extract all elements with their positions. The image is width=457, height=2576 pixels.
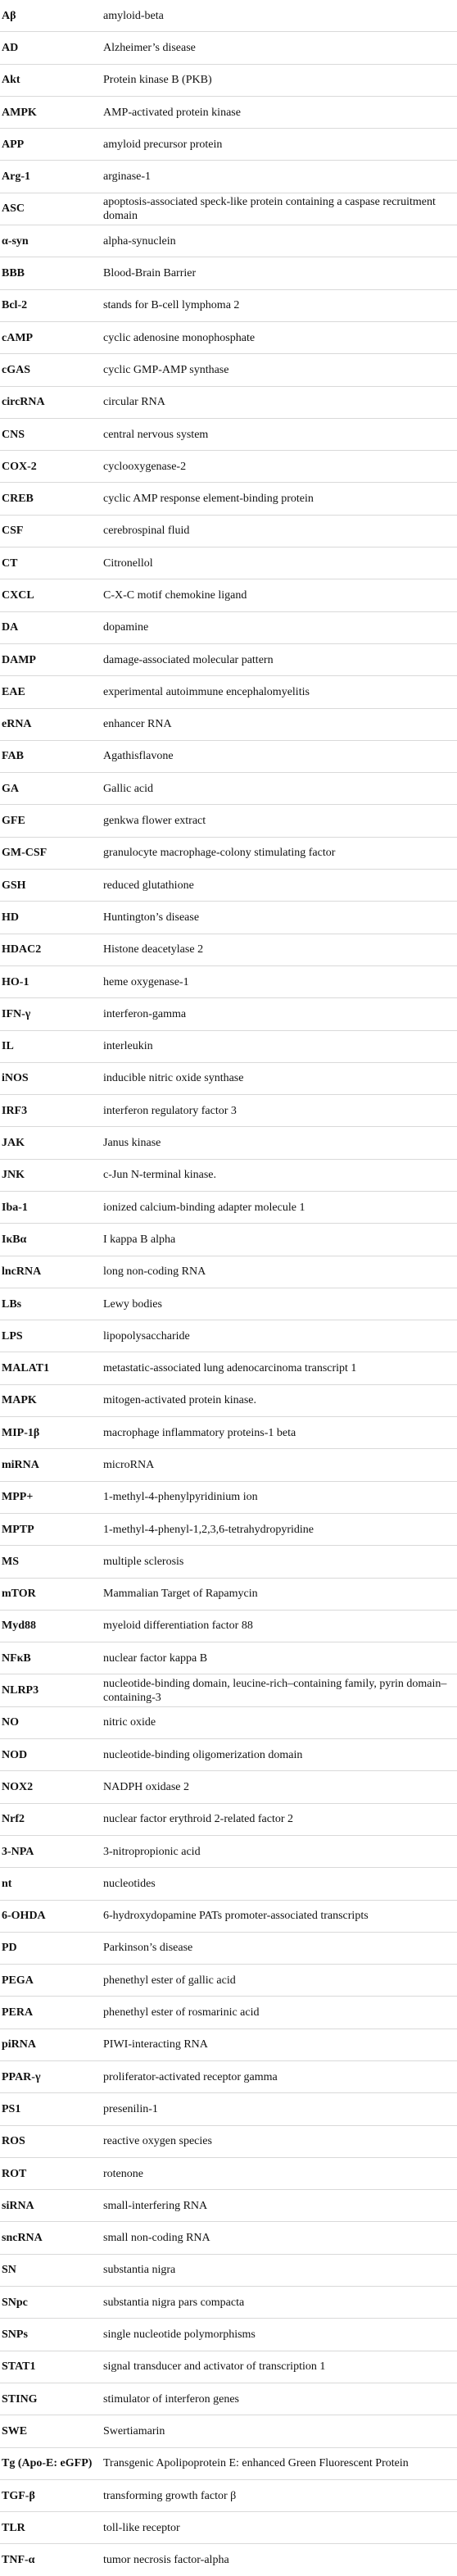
table-row	[0, 321, 457, 353]
table-row	[0, 805, 457, 837]
abbreviation-term: MALAT1	[0, 1352, 102, 1384]
abbreviation-definition: granulocyte macrophage-colony stimulating factor	[102, 837, 457, 869]
abbreviation-definition: Alzheimer’s disease	[102, 32, 457, 64]
abbreviation-term: HO-1	[0, 965, 102, 997]
abbreviation-term: PD	[0, 1932, 102, 1964]
abbreviation-term: iNOS	[0, 1062, 102, 1094]
abbreviation-definition: single nucleotide polymorphisms	[102, 2319, 457, 2351]
abbreviation-definition: Protein kinase B (PKB)	[102, 64, 457, 96]
table-row	[0, 773, 457, 805]
abbreviation-term: AMPK	[0, 96, 102, 128]
abbreviation-term: LPS	[0, 1320, 102, 1352]
abbreviation-term: cGAS	[0, 354, 102, 386]
table-row	[0, 1320, 457, 1352]
abbreviation-term: piRNA	[0, 2029, 102, 2060]
abbreviation-definition: 3-nitropropionic acid	[102, 1835, 457, 1867]
abbreviation-term: Akt	[0, 64, 102, 96]
table-row	[0, 386, 457, 418]
abbreviation-term: eRNA	[0, 708, 102, 740]
table-row	[0, 1997, 457, 2029]
table-row	[0, 1191, 457, 1223]
abbreviation-definition: proliferator-activated receptor gamma	[102, 2061, 457, 2093]
abbreviation-definition: long non-coding RNA	[102, 1256, 457, 1288]
table-row	[0, 1803, 457, 1835]
abbreviation-term: NOX2	[0, 1771, 102, 1803]
table-row	[0, 1900, 457, 1932]
abbreviation-definition: lipopolysaccharide	[102, 1320, 457, 1352]
table-row	[0, 161, 457, 193]
table-row	[0, 2287, 457, 2319]
table-row	[0, 2544, 457, 2576]
abbreviation-term: EAE	[0, 676, 102, 708]
abbreviation-definition: multiple sclerosis	[102, 1546, 457, 1578]
table-row	[0, 1578, 457, 1610]
table-row	[0, 998, 457, 1030]
abbreviation-definition: circular RNA	[102, 386, 457, 418]
table-row	[0, 1256, 457, 1288]
abbreviation-term: CSF	[0, 515, 102, 547]
abbreviation-term: LBs	[0, 1288, 102, 1320]
abbreviation-definition: cyclic GMP-AMP synthase	[102, 354, 457, 386]
table-row	[0, 257, 457, 289]
abbreviation-definition: cyclic adenosine monophosphate	[102, 321, 457, 353]
table-row	[0, 64, 457, 96]
abbreviation-definition: Swertiamarin	[102, 2415, 457, 2447]
table-row	[0, 96, 457, 128]
table-row	[0, 2190, 457, 2222]
abbreviation-term: CT	[0, 547, 102, 579]
abbreviation-definition: ionized calcium-binding adapter molecule 1	[102, 1191, 457, 1223]
abbreviation-definition: 1-methyl-4-phenylpyridinium ion	[102, 1481, 457, 1513]
abbreviation-term: SNpc	[0, 2287, 102, 2319]
abbreviation-definition: small-interfering RNA	[102, 2190, 457, 2222]
abbreviation-term: miRNA	[0, 1449, 102, 1481]
abbreviation-term: IκBα	[0, 1224, 102, 1256]
abbreviation-definition: I kappa B alpha	[102, 1224, 457, 1256]
abbreviation-definition: substantia nigra	[102, 2254, 457, 2286]
table-row	[0, 2383, 457, 2415]
abbreviation-term: GSH	[0, 870, 102, 902]
abbreviation-definition: reduced glutathione	[102, 870, 457, 902]
table-row	[0, 1965, 457, 1997]
abbreviation-term: IFN-γ	[0, 998, 102, 1030]
table-row	[0, 451, 457, 483]
abbreviation-term: PPAR-γ	[0, 2061, 102, 2093]
abbreviation-definition: macrophage inflammatory proteins-1 beta	[102, 1417, 457, 1449]
abbreviation-definition: AMP-activated protein kinase	[102, 96, 457, 128]
abbreviation-term: IL	[0, 1030, 102, 1062]
abbreviation-definition: toll-like receptor	[102, 2512, 457, 2544]
abbreviation-definition: arginase-1	[102, 161, 457, 193]
abbreviation-definition: amyloid-beta	[103, 9, 164, 22]
table-row	[0, 1352, 457, 1384]
abbreviation-definition: transforming growth factor β	[102, 2479, 457, 2511]
abbreviation-definition: cyclooxygenase-2	[102, 451, 457, 483]
abbreviation-definition: interleukin	[102, 1030, 457, 1062]
table-row	[0, 193, 457, 225]
abbreviation-definition: alpha-synuclein	[102, 225, 457, 257]
abbreviation-term: DAMP	[0, 643, 102, 675]
abbreviation-definition: nuclear factor kappa B	[102, 1642, 457, 1674]
table-row	[0, 1642, 457, 1674]
table-row	[0, 1159, 457, 1191]
abbreviation-term: siRNA	[0, 2190, 102, 2222]
abbreviation-term: ROT	[0, 2157, 102, 2189]
table-row	[0, 1095, 457, 1127]
abbreviation-term: MPTP	[0, 1513, 102, 1545]
abbreviation-definition: phenethyl ester of rosmarinic acid	[102, 1997, 457, 2029]
table-row	[0, 870, 457, 902]
abbreviation-term: ROS	[0, 2125, 102, 2157]
abbreviation-definition: Lewy bodies	[102, 1288, 457, 1320]
abbreviation-definition: NADPH oxidase 2	[102, 1771, 457, 1803]
abbreviation-term: JNK	[0, 1159, 102, 1191]
table-row	[0, 1288, 457, 1320]
table-row	[0, 2479, 457, 2511]
abbreviation-definition: tumor necrosis factor-alpha	[102, 2544, 457, 2576]
abbreviation-term: AD	[0, 32, 102, 64]
abbreviation-definition: Janus kinase	[102, 1127, 457, 1159]
abbreviation-term: SWE	[0, 2415, 102, 2447]
abbreviation-definition: signal transducer and activator of transcription 1	[102, 2351, 457, 2383]
abbreviation-definition: Agathisflavone	[102, 740, 457, 772]
table-row	[0, 1932, 457, 1964]
abbreviation-definition: enhancer RNA	[102, 708, 457, 740]
table-row	[0, 611, 457, 643]
abbreviation-term: PEGA	[0, 1965, 102, 1997]
abbreviation-definition: small non-coding RNA	[102, 2222, 457, 2254]
table-row	[0, 2415, 457, 2447]
abbreviation-definition: Parkinson’s disease	[102, 1932, 457, 1964]
abbreviation-term: ASC	[0, 193, 102, 225]
abbreviation-definition: apoptosis-associated speck-like protein containing a caspase recruitment domain	[102, 193, 457, 225]
table-row	[0, 1513, 457, 1545]
abbreviation-definition: experimental autoimmune encephalomyelitis	[102, 676, 457, 708]
table-row	[0, 225, 457, 257]
abbreviation-term: HDAC2	[0, 934, 102, 965]
abbreviation-term: STING	[0, 2383, 102, 2415]
abbreviation-term: GA	[0, 773, 102, 805]
abbreviation-term: lncRNA	[0, 1256, 102, 1288]
table-row	[0, 354, 457, 386]
table-row	[0, 1062, 457, 1094]
table-row	[0, 2222, 457, 2254]
abbreviation-definition: nucleotide-binding domain, leucine-rich–containing family, pyrin domain–containing-3	[102, 1674, 457, 1706]
abbreviation-definition: interferon regulatory factor 3	[102, 1095, 457, 1127]
abbreviation-definition: microRNA	[102, 1449, 457, 1481]
abbreviation-term: circRNA	[0, 386, 102, 418]
abbreviation-term: PS1	[0, 2093, 102, 2125]
table-row	[0, 1224, 457, 1256]
abbreviation-definition: mitogen-activated protein kinase.	[102, 1384, 457, 1416]
abbreviation-term: COX-2	[0, 451, 102, 483]
table-row	[0, 2029, 457, 2060]
abbreviation-definition: myeloid differentiation factor 88	[102, 1610, 457, 1642]
abbreviation-term: TGF-β	[0, 2479, 102, 2511]
abbreviation-term: Tg (Apo-E: eGFP)	[0, 2447, 102, 2479]
table-row	[0, 1481, 457, 1513]
abbreviation-term: BBB	[0, 257, 102, 289]
abbreviation-term: MAPK	[0, 1384, 102, 1416]
table-row	[0, 2512, 457, 2544]
abbreviation-definition: heme oxygenase-1	[102, 965, 457, 997]
table-row	[0, 2319, 457, 2351]
table-row	[0, 2351, 457, 2383]
abbreviation-term: MPP+	[0, 1481, 102, 1513]
abbreviation-term: Myd88	[0, 1610, 102, 1642]
table-row	[0, 965, 457, 997]
table-row	[0, 1674, 457, 1706]
abbreviation-term: MS	[0, 1546, 102, 1578]
table-row	[0, 1610, 457, 1642]
abbreviation-definition: PIWI-interacting RNA	[102, 2029, 457, 2060]
abbreviation-definition: stands for B-cell lymphoma 2	[102, 289, 457, 321]
abbreviation-definition: Gallic acid	[102, 773, 457, 805]
abbreviation-term: Nrf2	[0, 1803, 102, 1835]
abbreviation-term: α-syn	[0, 225, 102, 257]
table-row	[0, 934, 457, 965]
abbreviation-definition: interferon-gamma	[102, 998, 457, 1030]
abbreviation-definition: Huntington’s disease	[102, 902, 457, 934]
table-row	[0, 837, 457, 869]
abbreviation-term: Iba-1	[0, 1191, 102, 1223]
abbreviation-term: cAMP	[0, 321, 102, 353]
table-row	[0, 2125, 457, 2157]
table-row	[0, 1706, 457, 1738]
table-row	[0, 1449, 457, 1481]
abbreviation-definition: metastatic-associated lung adenocarcinoma transcript 1	[102, 1352, 457, 1384]
abbreviation-definition: 6-hydroxydopamine PATs promoter-associated transcripts	[102, 1900, 457, 1932]
abbreviation-term: 6-OHDA	[0, 1900, 102, 1932]
abbreviation-definition: phenethyl ester of gallic acid	[102, 1965, 457, 1997]
abbreviation-definition: nuclear factor erythroid 2-related factor 2	[102, 1803, 457, 1835]
table-row	[0, 1127, 457, 1159]
table-row	[0, 515, 457, 547]
abbreviation-term: IRF3	[0, 1095, 102, 1127]
abbreviation-definition: Blood-Brain Barrier	[102, 257, 457, 289]
abbreviation-term: APP	[0, 129, 102, 161]
table-row	[0, 129, 457, 161]
abbreviation-term: SN	[0, 2254, 102, 2286]
table-row	[0, 708, 457, 740]
abbreviation-definition: dopamine	[102, 611, 457, 643]
table-row	[0, 740, 457, 772]
abbreviation-term: Bcl-2	[0, 289, 102, 321]
table-row	[0, 643, 457, 675]
abbreviation-term: GM-CSF	[0, 837, 102, 869]
abbreviation-definition: cerebrospinal fluid	[102, 515, 457, 547]
abbreviation-definition: damage-associated molecular pattern	[102, 643, 457, 675]
table-row	[0, 483, 457, 515]
abbreviation-term: Arg-1	[0, 161, 102, 193]
abbreviation-definition: 1-methyl-4-phenyl-1,2,3,6-tetrahydropyridine	[102, 1513, 457, 1545]
table-row	[0, 2061, 457, 2093]
abbreviation-definition: central nervous system	[102, 418, 457, 450]
abbreviation-definition: presenilin-1	[102, 2093, 457, 2125]
abbreviation-term: mTOR	[0, 1578, 102, 1610]
abbreviation-definition: substantia nigra pars compacta	[102, 2287, 457, 2319]
abbreviation-term: NOD	[0, 1739, 102, 1771]
abbreviation-definition: nitric oxide	[102, 1706, 457, 1738]
abbreviation-term: CREB	[0, 483, 102, 515]
abbreviation-term: HD	[0, 902, 102, 934]
table-row	[0, 418, 457, 450]
abbreviation-term: CNS	[0, 418, 102, 450]
table-row	[0, 1835, 457, 1867]
table-row	[0, 1417, 457, 1449]
table-row	[0, 579, 457, 611]
abbreviation-definition: nucleotide-binding oligomerization domain	[102, 1739, 457, 1771]
table-row	[0, 1739, 457, 1771]
table-row	[0, 1771, 457, 1803]
abbreviation-definition: Mammalian Target of Rapamycin	[102, 1578, 457, 1610]
abbreviation-definition: cyclic AMP response element-binding protein	[102, 483, 457, 515]
abbreviation-term: NFκB	[0, 1642, 102, 1674]
abbreviation-term: nt	[0, 1868, 102, 1900]
abbreviation-term: NLRP3	[0, 1674, 102, 1706]
abbreviation-definition: nucleotides	[102, 1868, 457, 1900]
abbreviation-definition: Citronellol	[102, 547, 457, 579]
abbreviation-term: TNF-α	[0, 2544, 102, 2576]
table-row	[0, 902, 457, 934]
table-row	[0, 289, 457, 321]
abbreviation-definition: Histone deacetylase 2	[102, 934, 457, 965]
abbreviation-definition: rotenone	[102, 2157, 457, 2189]
abbreviation-term: Aβ	[2, 9, 16, 22]
abbreviation-definition: c-Jun N-terminal kinase.	[102, 1159, 457, 1191]
abbreviation-term: PERA	[0, 1997, 102, 2029]
abbreviation-term: DA	[0, 611, 102, 643]
table-row	[0, 2093, 457, 2125]
abbreviation-term: TLR	[0, 2512, 102, 2544]
table-row	[0, 676, 457, 708]
abbreviation-definition: reactive oxygen species	[102, 2125, 457, 2157]
abbreviation-term: CXCL	[0, 579, 102, 611]
table-row	[0, 1546, 457, 1578]
abbreviation-term: MIP-1β	[0, 1417, 102, 1449]
table-row	[0, 547, 457, 579]
abbreviation-definition: C-X-C motif chemokine ligand	[102, 579, 457, 611]
abbreviation-definition: stimulator of interferon genes	[102, 2383, 457, 2415]
abbreviation-definition: amyloid precursor protein	[102, 129, 457, 161]
table-row	[0, 2254, 457, 2286]
table-row	[0, 1868, 457, 1900]
table-row	[0, 2447, 457, 2479]
table-row	[0, 0, 457, 32]
abbreviation-term: JAK	[0, 1127, 102, 1159]
abbreviation-definition: inducible nitric oxide synthase	[102, 1062, 457, 1094]
abbreviation-definition: genkwa flower extract	[102, 805, 457, 837]
abbreviation-term: GFE	[0, 805, 102, 837]
abbreviation-term: 3-NPA	[0, 1835, 102, 1867]
abbreviation-term: FAB	[0, 740, 102, 772]
abbreviation-definition: Transgenic Apolipoprotein E: enhanced Green Fluorescent Protein	[102, 2447, 457, 2479]
table-row	[0, 1030, 457, 1062]
table-row	[0, 1384, 457, 1416]
table-row	[0, 2157, 457, 2189]
abbreviation-term: STAT1	[0, 2351, 102, 2383]
abbreviation-term: SNPs	[0, 2319, 102, 2351]
table-row	[0, 32, 457, 64]
abbreviation-term: NO	[0, 1706, 102, 1738]
abbreviation-term: sncRNA	[0, 2222, 102, 2254]
